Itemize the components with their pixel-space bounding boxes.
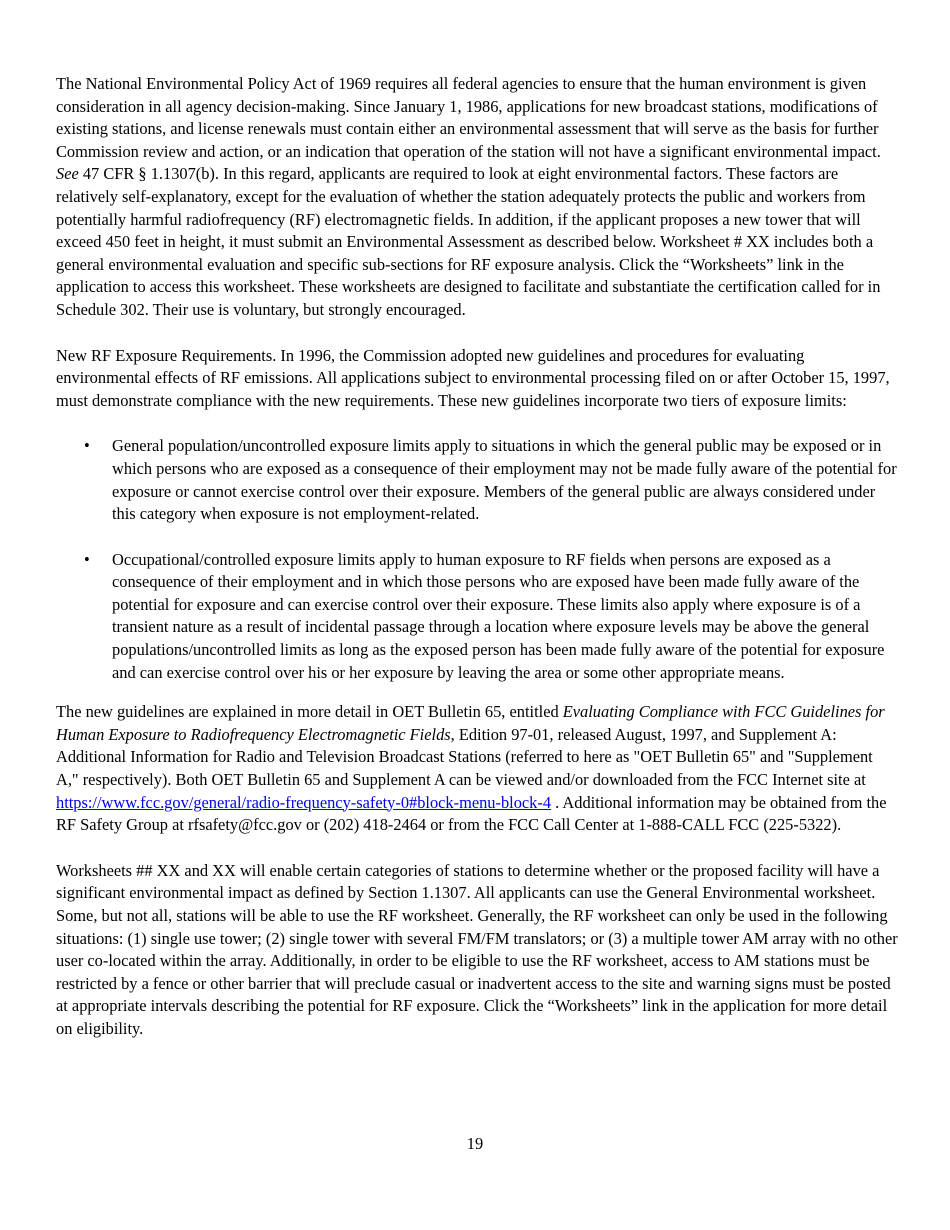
occupational-limits-text: Occupational/controlled exposure limits apply to human exposure to RF fields when persons are exposed as a consequence of their employment and in which those persons who are exposed have been made fully aware of the potential for exposure and can exercise control over their exposure. These limits also apply where exposure is of a transient nature as a result of incidental passage through a location where exposure levels may be above the general populations/uncontrolled limits as long as the exposed person has been made fully aware of the potential for exposure and can exercise control over his or her exposure by leaving the area or some other appropriate means. bbox=[112, 549, 885, 682]
oet-bulletin-paragraph bbox=[56, 701, 898, 837]
oet-text-b: , Edition 97-01, released August, 1997, and Supplement A: Additional Information for Radio and Television Broadcast Stations (referred to here as "OET Bulletin 65" and "Supplement A," respectively). Both OET Bulletin 65 and Supplement A can be viewed and/or downloaded from the FCC Internet site at bbox=[56, 724, 873, 790]
page-number: 19 bbox=[466, 1134, 484, 1153]
list-item bbox=[56, 435, 898, 525]
nepa-text-b: 47 CFR § 1.1307(b). In this regard, applicants are required to look at eight environmental factors. These factors are relatively self-explanatory, except for the evaluation of whether the station adequately protects the public and workers from potentially harmful radiofrequency (RF) electromagnetic fields. In addition, if the applicant proposes a new tower that will exceed 450 feet in height, it must submit an Environmental Assessment as described below. Worksheet # XX includes both a general environmental evaluation and specific sub-sections for RF exposure analysis. Click the “Worksheets” link in the application to access this worksheet. These worksheets are designed to facilitate and substantiate the certification called for in Schedule 302. Their use is voluntary, but strongly encouraged. bbox=[56, 164, 881, 319]
bullet-marker: • bbox=[84, 436, 90, 456]
nepa-paragraph bbox=[56, 73, 898, 322]
document-page bbox=[56, 73, 898, 1041]
exposure-limits-list bbox=[56, 435, 898, 684]
oet-text-c: . Additional information may be obtained from the RF Safety Group at rfsafety@fcc.gov or (202) 418-2464 or from the FCC Call Center at 1-888-CALL FCC (225-5322). bbox=[56, 792, 887, 835]
oet-text-a: The new guidelines are explained in more detail in OET Bulletin 65, entitled bbox=[56, 702, 563, 722]
rf-requirements-paragraph: New RF Exposure Requirements. In 1996, the Commission adopted new guidelines and procedures for evaluating environmental effects of RF emissions. All applications subject to environmental processing filed on or after October 15, 1997, must demonstrate compliance with the new requirements. These new guidelines incorporate two tiers of exposure limits: bbox=[56, 345, 890, 410]
nepa-text-a: The National Environmental Policy Act of 1969 requires all federal agencies to ensure that the human environment is given consideration in all agency decision-making. Since January 1, 1986, applications for new broadcast stations, modifications of existing stations, and license renewals must contain either an environmental assessment that will serve as the basis for further Commission review and action, or an indication that operation of the station will not have a significant environmental impact. bbox=[56, 74, 881, 161]
list-item bbox=[56, 549, 898, 685]
worksheets-paragraph: Worksheets ## XX and XX will enable certain categories of stations to determine whether or the proposed facility will have a significant environmental impact as defined by Section 1.1307. All applicants can use the General Environmental worksheet. Some, but not all, stations will be able to use the RF worksheet. Generally, the RF worksheet can only be used in the following situations: (1) single use tower; (2) single tower with several FM/FM translators; or (3) a multiple tower AM array with no other user co-located within the array. Additionally, in order to be eligible to use the RF worksheet, access to AM stations must be restricted by a fence or other barrier that will preclude casual or inadvertent access to the site and warning signs must be posted at appropriate intervals describing the potential for RF exposure. Click the “Worksheets” link in the application for more detail on eligibility. bbox=[56, 860, 898, 1038]
bulletin-title: Evaluating Compliance with FCC Guidelines for Human Exposure to Radiofrequency Electromagnetic Fields bbox=[56, 702, 885, 744]
fcc-rf-safety-link[interactable]: https://www.fcc.gov/general/radio-frequency-safety-0#block-menu-block-4 bbox=[56, 792, 552, 812]
general-population-limits-text: General population/uncontrolled exposure limits apply to situations in which the general public may be exposed or in which persons who are exposed as a consequence of their employment may not be made fully aware of the potential for exposure or cannot exercise control over their exposure. Members of the general public are always considered under this category when exposure is not employment-related. bbox=[112, 436, 897, 524]
bullet-marker: • bbox=[84, 549, 90, 569]
see-citation-signal: See bbox=[56, 164, 79, 184]
